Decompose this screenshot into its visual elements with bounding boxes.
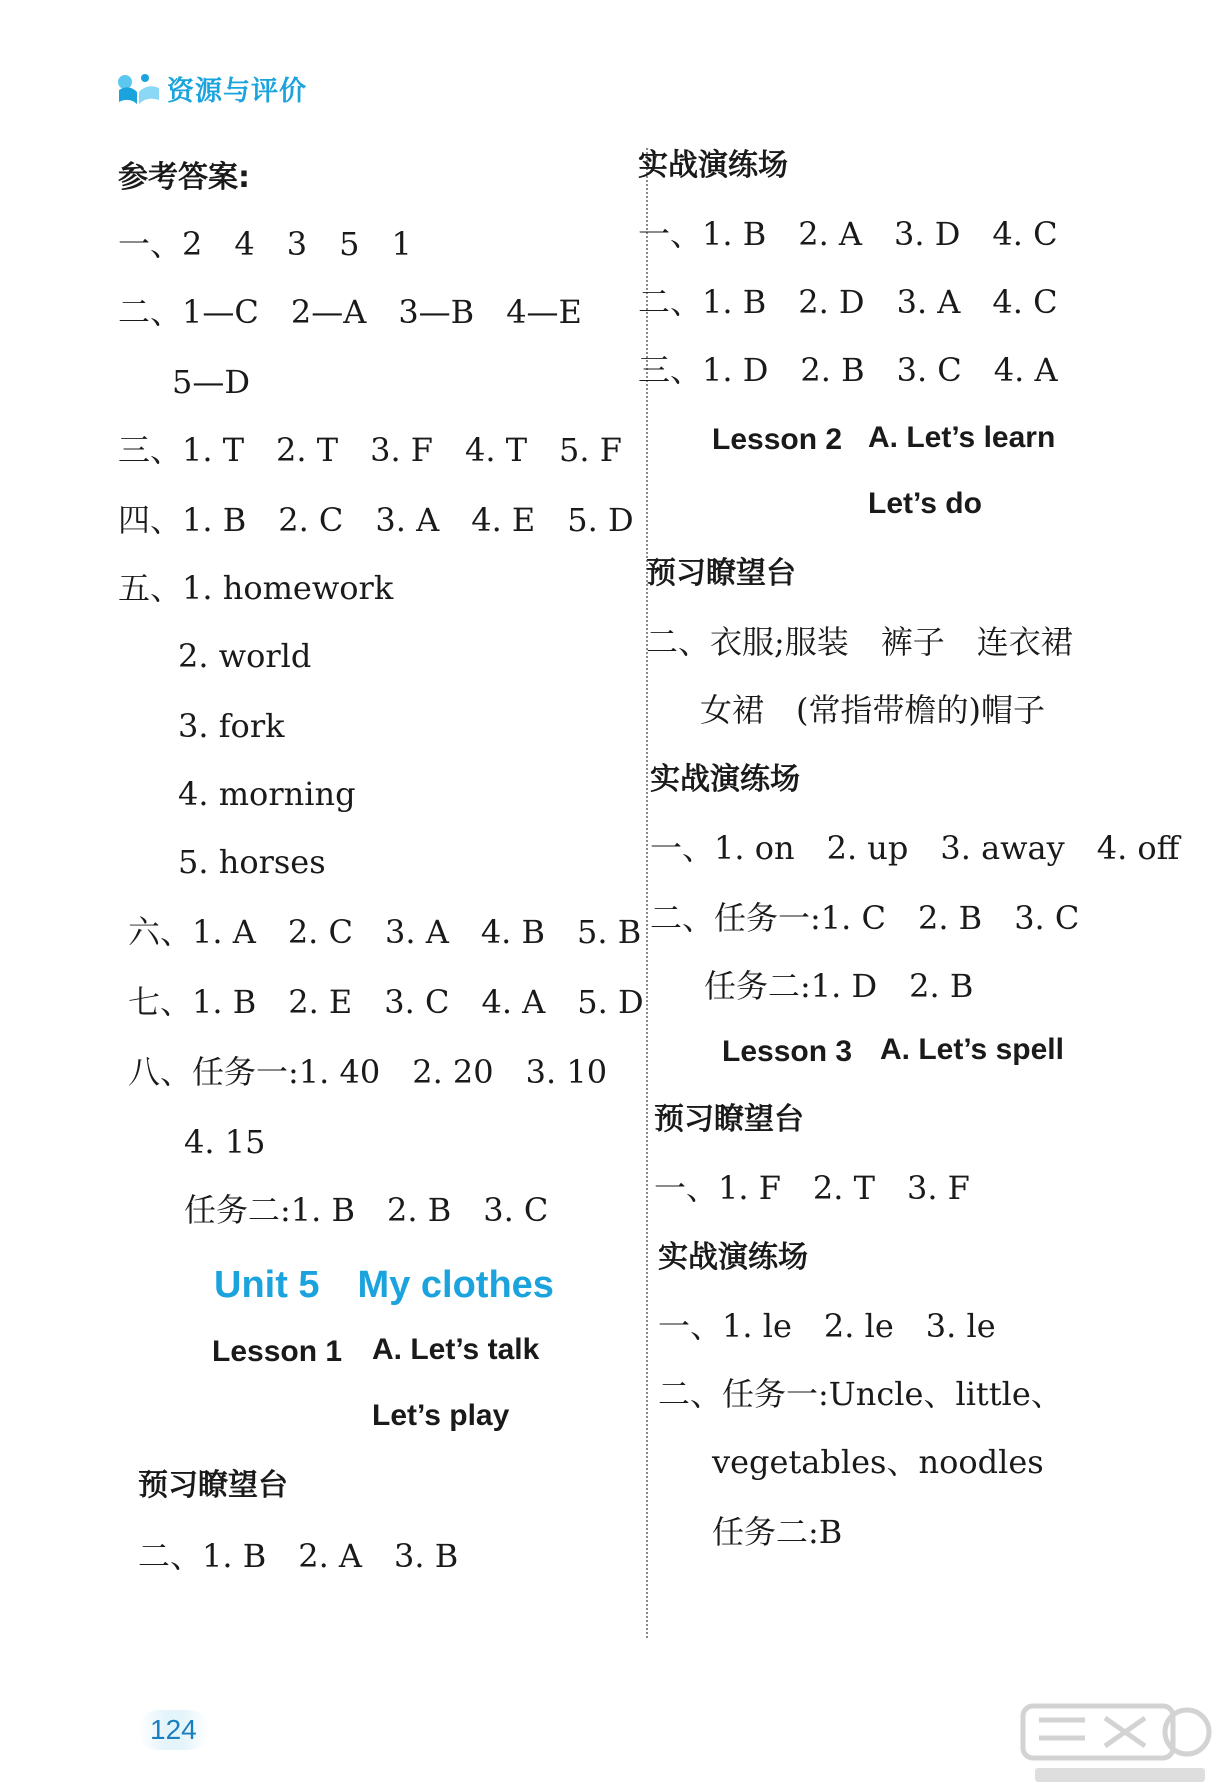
answer-line: 任务二:1. B 2. B 3. C — [184, 1191, 549, 1229]
answer-line: 2. world — [178, 637, 312, 675]
answer-line: 八、任务一:1. 40 2. 20 3. 10 — [128, 1053, 608, 1091]
page-header — [115, 68, 307, 108]
answer-line: vegetables、noodles — [712, 1443, 1044, 1481]
answers-heading: 参考答案: — [118, 160, 250, 195]
answer-line: 5. horses — [178, 843, 326, 881]
answer-line: 四、1. B 2. C 3. A 4. E 5. D — [118, 501, 634, 539]
lesson-name: Lesson 2 — [712, 423, 843, 456]
answer-line: 5—D — [172, 363, 251, 401]
book-logo-icon — [115, 70, 163, 106]
answer-line: 七、1. B 2. E 3. C 4. A 5. D — [128, 983, 644, 1021]
answer-line: 任务二:1. D 2. B — [704, 967, 974, 1005]
section-heading: 实战演练场 — [658, 1240, 808, 1275]
answer-line: 二、任务一:1. C 2. B 3. C — [650, 899, 1080, 937]
section-heading: 预习瞭望台 — [138, 1468, 288, 1503]
answer-line: 一、1. le 2. le 3. le — [658, 1307, 996, 1345]
answer-line: 三、1. T 2. T 3. F 4. T 5. F — [118, 431, 622, 469]
header-title: 资源与评价 — [167, 75, 307, 107]
answer-line: 二、衣服;服装 裤子 连衣裙 — [646, 623, 1073, 661]
answer-line: 三、1. D 2. B 3. C 4. A — [638, 351, 1058, 389]
page-number: 124 — [138, 1710, 209, 1750]
section-heading: 预习瞭望台 — [646, 556, 796, 591]
watermark-logo-icon — [1015, 1698, 1215, 1788]
section-heading: 实战演练场 — [650, 762, 800, 797]
lesson-title: Let’s play — [372, 1399, 510, 1432]
answer-line: 一、1. F 2. T 3. F — [654, 1169, 970, 1207]
answer-line: 二、1. B 2. A 3. B — [138, 1537, 459, 1575]
unit-title: Unit 5 My clothes — [214, 1264, 554, 1306]
section-heading: 预习瞭望台 — [654, 1102, 804, 1137]
lesson-title: Let’s do — [868, 487, 982, 520]
answer-line: 4. 15 — [184, 1123, 266, 1161]
lesson-title: A. Let’s learn — [868, 421, 1056, 454]
answer-line: 任务二:B — [712, 1513, 843, 1551]
lesson-title: A. Let’s talk — [372, 1333, 540, 1366]
answer-line: 二、任务一:Uncle、little、 — [658, 1375, 1063, 1413]
answer-line: 六、1. A 2. C 3. A 4. B 5. B — [128, 913, 642, 951]
answer-line: 二、1. B 2. D 3. A 4. C — [638, 283, 1058, 321]
answer-line: 五、1. homework — [118, 569, 394, 607]
answer-line: 一、1. B 2. A 3. D 4. C — [638, 215, 1058, 253]
answer-line: 一、1. on 2. up 3. away 4. off — [650, 829, 1180, 867]
answer-line: 4. morning — [178, 775, 356, 813]
answer-line: 3. fork — [178, 707, 285, 745]
lesson-title: A. Let’s spell — [880, 1033, 1064, 1066]
lesson-name: Lesson 3 — [722, 1035, 853, 1068]
answer-line: 二、1—C 2—A 3—B 4—E — [118, 293, 582, 331]
answer-line: 女裙 (常指带檐的)帽子 — [700, 691, 1045, 729]
answer-line: 一、2 4 3 5 1 — [118, 225, 412, 263]
section-heading: 实战演练场 — [638, 148, 788, 183]
lesson-name: Lesson 1 — [212, 1335, 343, 1368]
